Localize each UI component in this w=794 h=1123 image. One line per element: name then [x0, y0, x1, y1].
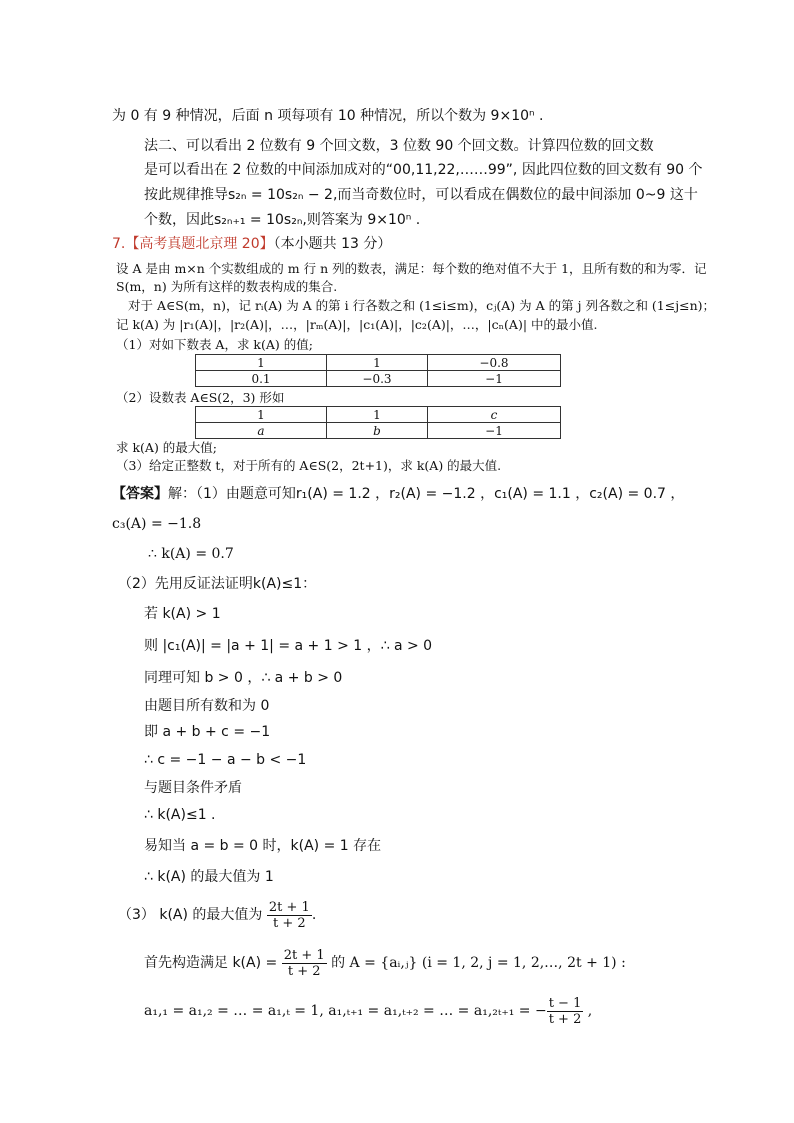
fraction [547, 996, 584, 1027]
problem-statement-line: S(m，n) 为所有这样的数表构成的集合. [116, 279, 338, 294]
answer-line-1 [112, 484, 684, 504]
problem-statement-line: 对于 A∈S(m，n)，记 rᵢ(A) 为 A 的第 i 行各数之和 (1≤i≤m)，cⱼ(A) 为 A 的第 j 列各数之和 (1≤j≤n)； [128, 298, 715, 313]
part3-end: . [311, 907, 317, 923]
problem-points: （本小题共 13 分） [273, 236, 392, 252]
data-table-2 [195, 406, 561, 439]
part2-line: ∴ k(A) 的最大值为 1 [144, 869, 274, 885]
table-cell: 1 [327, 407, 428, 423]
part2-line: 由题目所有数和为 0 [144, 698, 270, 714]
text-line: 个数，因此s₂ₙ₊₁ = 10s₂ₙ,则答案为 9×10ⁿ . [144, 212, 421, 228]
fraction-denominator: t + 2 [273, 915, 306, 931]
part2-line: ∴ k(A)≤1 . [144, 807, 216, 823]
table-cell: b [327, 423, 428, 439]
table-cell: 1 [196, 355, 327, 371]
problem-number: 7. [112, 236, 126, 252]
question-1: （1）对如下数表 A，求 k(A) 的值; [116, 337, 313, 352]
question-3: （3）给定正整数 t，对于所有的 A∈S(2，2t+1)，求 k(A) 的最大值. [116, 458, 502, 473]
assignment-lead: a₁,₁ = a₁,₂ = … = a₁,ₜ = 1, a₁,ₜ₊₁ = a₁,ₜ₊₂ = … = a₁,₂ₜ₊₁ = − [144, 1003, 547, 1019]
table-row [196, 355, 561, 371]
table-cell: 0.1 [196, 371, 327, 387]
fraction [267, 900, 312, 931]
text-line: 为 0 有 9 种情况，后面 n 项每项有 10 种情况，所以个数为 9×10ⁿ . [112, 108, 544, 124]
part2-line: 若 k(A) > 1 [144, 606, 221, 622]
text-line: 法二、可以看出 2 位数有 9 个回文数，3 位数 90 个回文数。计算四位数的回文数 [144, 138, 654, 154]
table-cell: −1 [428, 371, 561, 387]
part2-line: 易知当 a = b = 0 时，k(A) = 1 存在 [144, 838, 382, 854]
construct-mid: 的 A = {aᵢ,ⱼ} (i = 1, 2, j = 1, 2,…, 2t + 1) : [331, 955, 626, 971]
table-row [196, 407, 561, 423]
problem-header [112, 234, 391, 254]
part2-line: （2）先用反证法证明k(A)≤1： [118, 576, 317, 592]
problem-statement-line: 记 k(A) 为 |r₁(A)|，|r₂(A)|，…，|rₘ(A)|，|c₁(A)|，|c₂(A)|，…，|cₙ(A)| 中的最小值. [116, 317, 598, 332]
table-cell: 1 [327, 355, 428, 371]
fraction-numerator: t − 1 [548, 995, 582, 1011]
table-cell: −0.8 [428, 355, 561, 371]
construct-line [144, 946, 626, 980]
text-line: 是可以看出在 2 位数的中间添加成对的“00,11,22,……99”, 因此四位数的回文数有 90 个 [144, 162, 703, 178]
fraction-denominator: t + 2 [548, 1011, 582, 1027]
part2-line: 即 a + b + c = −1 [144, 724, 271, 740]
part2-line: 则 |c₁(A)| = |a + 1| = a + 1 > 1 ，∴ a > 0 [144, 638, 433, 654]
fraction-numerator: 2t + 1 [283, 947, 325, 963]
answer-label: 【答案】 [112, 486, 168, 502]
question-2: （2）设数表 A∈S(2，3) 形如 [116, 390, 285, 405]
table-cell: a [196, 423, 327, 439]
fraction-numerator: 2t + 1 [268, 899, 310, 915]
part2-line: ∴ c = −1 − a − b < −1 [144, 752, 307, 768]
answer-line-3: ∴ k(A) = 0.7 [148, 546, 234, 562]
question-2b: 求 k(A) 的最大值; [116, 440, 218, 455]
data-table-1 [195, 354, 561, 387]
construct-lead: 首先构造满足 k(A) = [144, 955, 278, 971]
assignment-line [144, 994, 592, 1028]
part3-line [118, 898, 316, 932]
table-cell: −1 [428, 423, 561, 439]
fraction-denominator: t + 2 [287, 963, 321, 979]
text-line: 按此规律推导s₂ₙ = 10s₂ₙ − 2,而当奇数位时，可以看成在偶数位的最中间添加 0~9 这十 [144, 187, 698, 203]
answer-line-2: c₃(A) = −1.8 [112, 516, 202, 532]
problem-statement-line: 设 A 是由 m×n 个实数组成的 m 行 n 列的数表，满足：每个数的绝对值不大于 1，且所有数的和为零．记 [116, 261, 707, 276]
part3-lead: （3） k(A) 的最大值为 [118, 907, 263, 923]
problem-source: 【高考真题北京理 20】 [125, 236, 274, 252]
table-cell: c [428, 407, 561, 423]
assignment-end: , [583, 1003, 593, 1019]
fraction [282, 948, 327, 979]
table-cell: −0.3 [327, 371, 428, 387]
table-cell: 1 [196, 407, 327, 423]
table-row [196, 423, 561, 439]
table-row [196, 371, 561, 387]
part2-line: 与题目条件矛盾 [144, 780, 242, 796]
part2-line: 同理可知 b > 0 ，∴ a + b > 0 [144, 670, 343, 686]
answer-text: 解：（1）由题意可知r₁(A) = 1.2 ，r₂(A) = −1.2 ，c₁(A) = 1.1 ，c₂(A) = 0.7 ， [168, 486, 685, 502]
